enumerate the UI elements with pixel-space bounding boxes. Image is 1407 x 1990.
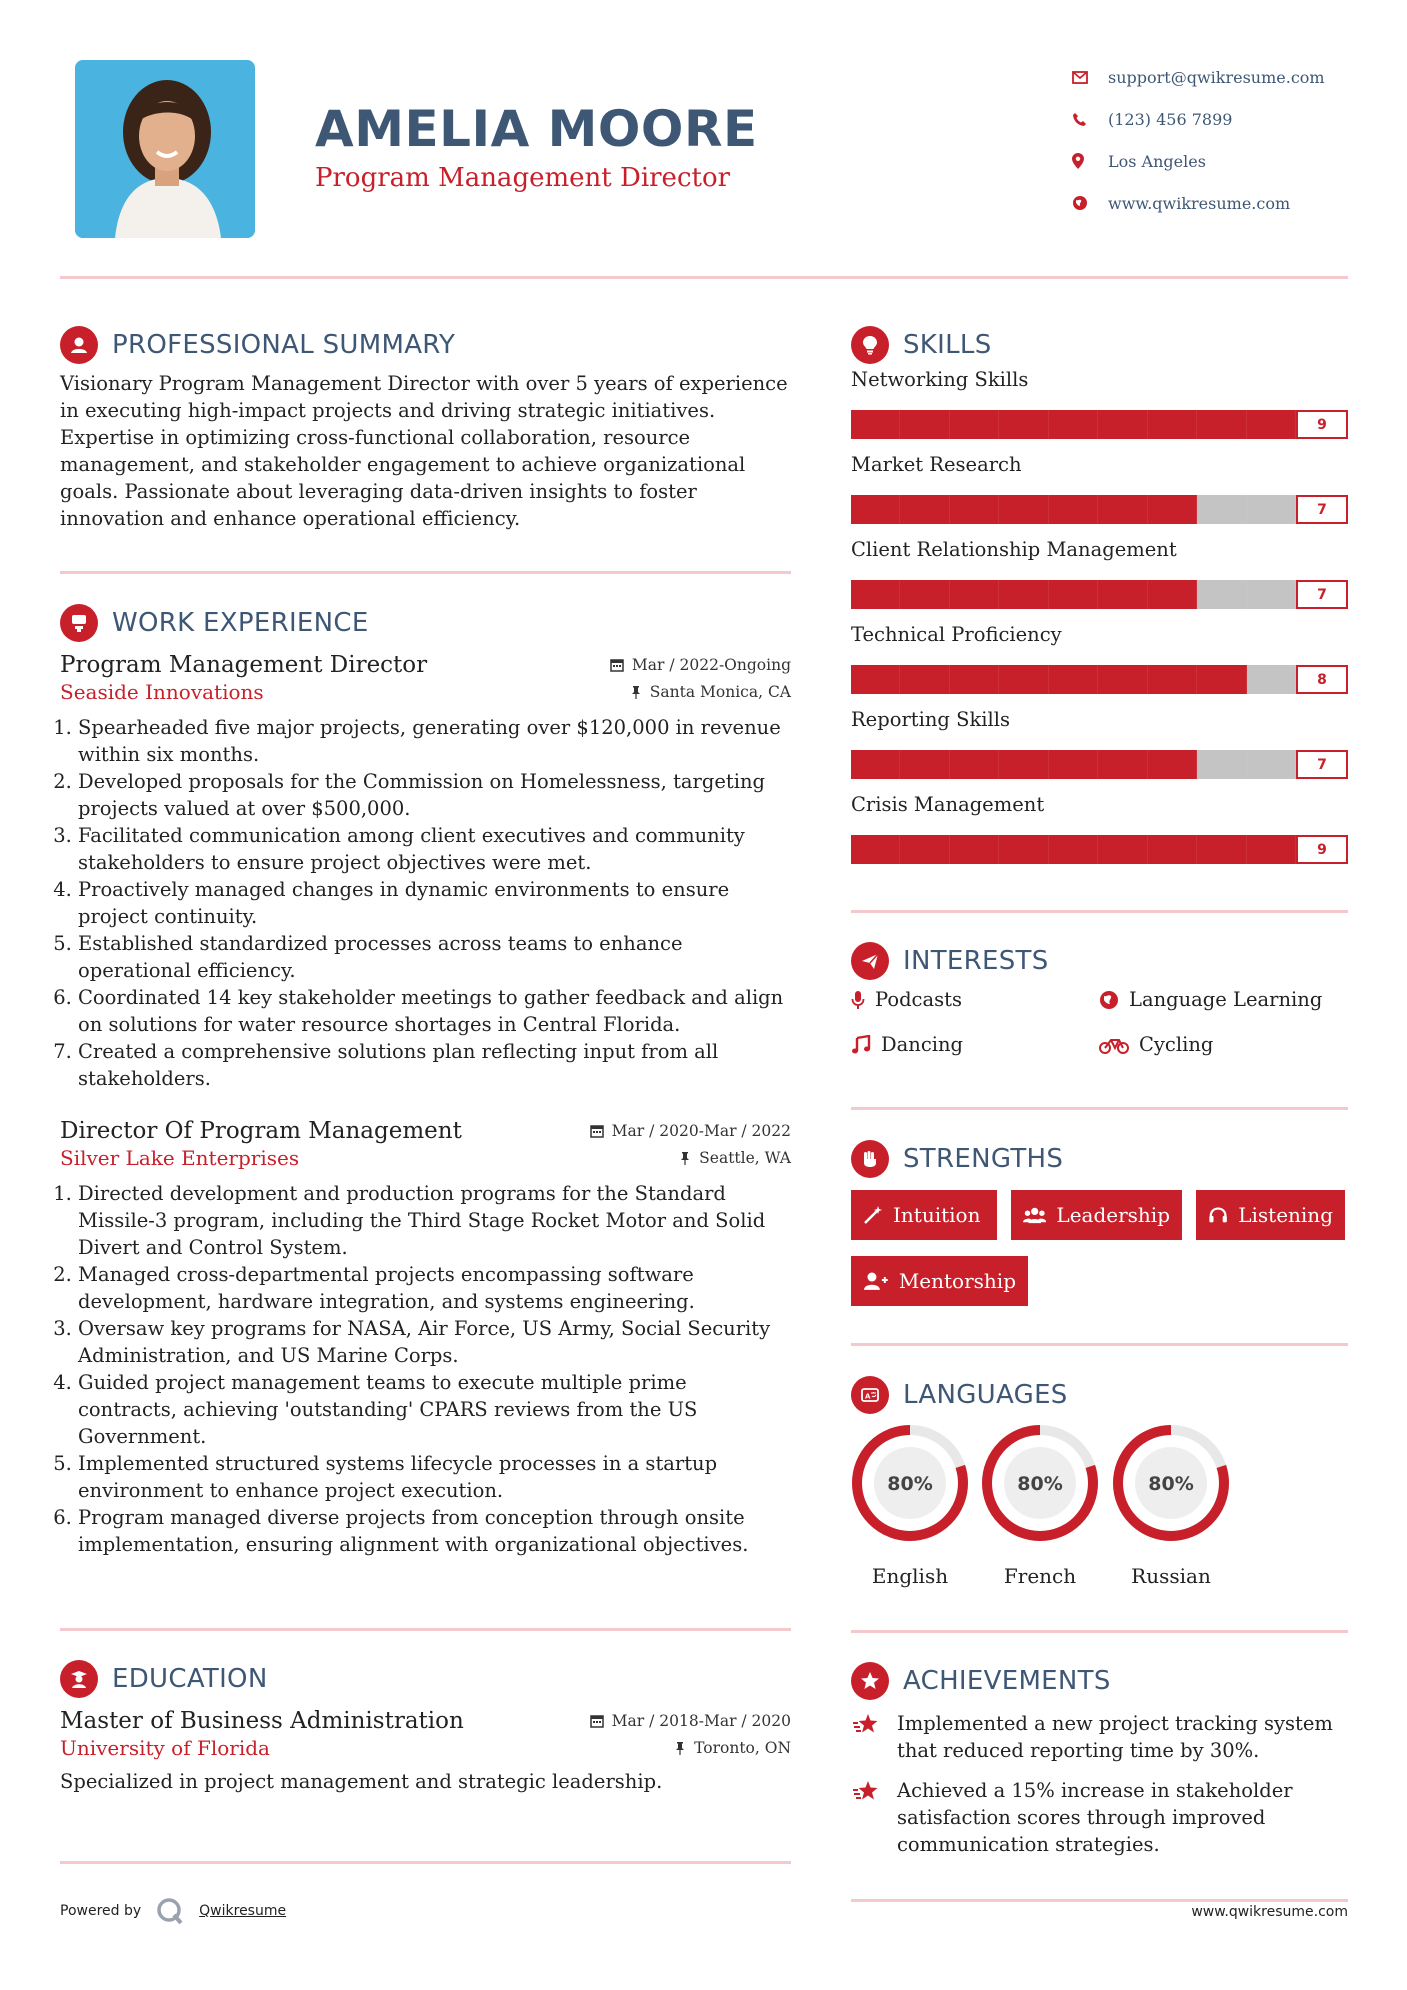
- education-location-text: Toronto, ON: [694, 1739, 791, 1757]
- strengths-title: STRENGTHS: [903, 1144, 1064, 1174]
- experience-divider: [60, 1628, 791, 1631]
- contact-email[interactable]: [1072, 56, 1372, 98]
- summary-section: [60, 326, 791, 532]
- skill-name: Client Relationship Management: [851, 538, 1177, 561]
- skill-bar-segment: [1247, 750, 1296, 779]
- contact-info: [1072, 56, 1372, 224]
- headphones-icon: [1208, 1205, 1228, 1225]
- users-icon: [1023, 1205, 1046, 1225]
- strength-label: Mentorship: [898, 1269, 1016, 1293]
- skill-bar-segment: [1197, 835, 1246, 864]
- skill-bar-segment: [851, 665, 900, 694]
- skill-bar-segment: [999, 750, 1048, 779]
- skill-name: Reporting Skills: [851, 708, 1010, 731]
- achievement-item: [851, 1710, 1348, 1764]
- skill-bar-segment: [1098, 665, 1147, 694]
- experience-heading: [60, 604, 791, 642]
- job-date-text: Mar / 2022-Ongoing: [631, 656, 791, 674]
- skill-bar-segment: [1197, 580, 1246, 609]
- skill-bar-segment: [1098, 495, 1147, 524]
- skill-bar-segment: [900, 580, 949, 609]
- language-ring: [849, 1422, 971, 1544]
- language-ring: [1110, 1422, 1232, 1544]
- email-text: support@qwikresume.com: [1108, 67, 1325, 87]
- bicycle-icon: [1099, 1035, 1129, 1055]
- interests-divider: [851, 1107, 1348, 1110]
- strength-tag: [1196, 1190, 1345, 1240]
- language-name: French: [1003, 1564, 1077, 1588]
- skill-bar-segment: [1148, 410, 1197, 439]
- skill-bar-segment: [1247, 410, 1296, 439]
- job-title: Director Of Program Management: [60, 1118, 462, 1144]
- profile-photo: [75, 60, 255, 238]
- skill-bar-segment: [900, 750, 949, 779]
- strengths-section: [851, 1140, 1348, 1310]
- skill-bar-segment: [1049, 835, 1098, 864]
- list-item: 2. Managed cross-departmental projects encompassing software development, hardware integration, and systems engineering.: [78, 1261, 791, 1315]
- skill-item: [851, 538, 1348, 609]
- skill-bar-segment: [1098, 580, 1147, 609]
- map-pin-icon: [1072, 153, 1108, 169]
- skill-bar-segment: [999, 835, 1048, 864]
- candidate-role: Program Management Director: [315, 163, 731, 193]
- skill-item: [851, 708, 1348, 779]
- languages-title: LANGUAGES: [903, 1380, 1068, 1410]
- job-bullets: [60, 1180, 791, 1558]
- calendar-icon: [590, 1124, 604, 1138]
- experience-section: [60, 604, 791, 1558]
- job-date-text: Mar / 2020-Mar / 2022: [611, 1122, 791, 1140]
- job-date: [610, 656, 791, 674]
- skill-bar-segment: [1148, 835, 1197, 864]
- skill-bar: [851, 835, 1348, 864]
- brand-link[interactable]: Qwikresume: [199, 1903, 287, 1919]
- skill-level: 8: [1296, 665, 1348, 694]
- music-note-icon: [851, 1035, 871, 1055]
- user-plus-icon: [863, 1271, 889, 1291]
- header-divider: [60, 276, 1348, 279]
- interests-heading: [851, 942, 1348, 980]
- strengths-divider: [851, 1343, 1348, 1346]
- skill-bar-segment: [1148, 580, 1197, 609]
- skills-list: [851, 368, 1348, 864]
- job-location: [679, 1149, 791, 1167]
- interest-label: Language Learning: [1129, 988, 1323, 1011]
- interest-label: Cycling: [1139, 1033, 1214, 1056]
- achievements-section: [851, 1662, 1348, 1862]
- language-percent: 80%: [887, 1473, 933, 1495]
- skill-bar-segment: [1247, 580, 1296, 609]
- skill-bar-segment: [1049, 750, 1098, 779]
- education-heading: [60, 1660, 791, 1698]
- skill-bar-segment: [1197, 665, 1246, 694]
- qwikresume-logo-icon: [155, 1896, 185, 1926]
- skill-level: 7: [1296, 495, 1348, 524]
- powered-by-text: Powered by: [60, 1903, 142, 1919]
- pushpin-icon: [679, 1151, 691, 1165]
- skill-bar-segment: [1049, 665, 1098, 694]
- achievements-divider: [851, 1899, 1348, 1902]
- skill-bar-segment: [1148, 750, 1197, 779]
- calendar-icon: [590, 1714, 604, 1728]
- skill-bar-segment: [950, 665, 999, 694]
- skill-bar-segment: [900, 495, 949, 524]
- interest-label: Dancing: [881, 1033, 964, 1056]
- skill-bar-segment: [999, 495, 1048, 524]
- skill-bar-segment: [950, 410, 999, 439]
- language-icon: [851, 1376, 889, 1414]
- skill-bar-segment: [851, 750, 900, 779]
- candidate-name: AMELIA MOORE: [315, 100, 758, 158]
- strength-tag: [1011, 1190, 1182, 1240]
- calendar-icon: [610, 658, 624, 672]
- skill-bar-segment: [851, 835, 900, 864]
- summary-text: Visionary Program Management Director with over 5 years of experience in executing high-impact projects and driving strategic initiatives. Expertise in optimizing cross-functional collaboration, resource management, and stakeholder engagement to achieve organizational goals. Passionate about leveraging data-driven insights to foster innovation and enhance operational efficiency.: [60, 372, 788, 530]
- svg-text:A: A: [865, 1392, 871, 1401]
- skill-level: 7: [1296, 750, 1348, 779]
- skill-name: Networking Skills: [851, 368, 1029, 391]
- magic-wand-icon: [863, 1205, 883, 1225]
- languages-divider: [851, 1630, 1348, 1633]
- skill-bar-segment: [950, 495, 999, 524]
- globe-icon: [1099, 990, 1119, 1010]
- job-title: Program Management Director: [60, 652, 428, 678]
- skill-bar-segment: [999, 410, 1048, 439]
- skill-bar-segment: [1197, 495, 1246, 524]
- list-item: 1. Directed development and production programs for the Standard Missile-3 program, including the Third Stage Rocket Motor and Solid Divert and Control System.: [78, 1180, 791, 1261]
- user-icon: [60, 326, 98, 364]
- pushpin-icon: [630, 685, 642, 699]
- skill-bar-segment: [1049, 410, 1098, 439]
- skill-bar-segment: [1098, 750, 1147, 779]
- interests-section: [851, 942, 1348, 1092]
- skill-bar-segment: [950, 580, 999, 609]
- skill-bar-segment: [1148, 495, 1197, 524]
- interest-label: Podcasts: [875, 988, 962, 1011]
- skill-bar: [851, 750, 1348, 779]
- skill-bar-segment: [851, 410, 900, 439]
- job-entry: [60, 1118, 791, 1558]
- strength-tag: [851, 1190, 997, 1240]
- phone-icon: [1072, 112, 1108, 127]
- school-name: University of Florida: [60, 1736, 270, 1760]
- summary-heading: [60, 326, 791, 364]
- language-item: [849, 1422, 971, 1588]
- list-item: 7. Created a comprehensive solutions plan reflecting input from all stakeholders.: [78, 1038, 791, 1092]
- job-entry: [60, 652, 791, 1092]
- location-text: Los Angeles: [1108, 151, 1206, 171]
- skill-bar-segment: [950, 835, 999, 864]
- skill-bar-segment: [851, 580, 900, 609]
- footer-powered-by: [60, 1896, 286, 1926]
- skill-level: 9: [1296, 410, 1348, 439]
- skill-name: Crisis Management: [851, 793, 1045, 816]
- skill-bar-segment: [999, 665, 1048, 694]
- skill-bar: [851, 665, 1348, 694]
- skill-level: 9: [1296, 835, 1348, 864]
- achievement-text: Achieved a 15% increase in stakeholder satisfaction scores through improved communication strategies.: [897, 1779, 1293, 1856]
- skills-divider: [851, 910, 1348, 913]
- skills-section: [851, 326, 1348, 878]
- experience-title: WORK EXPERIENCE: [112, 608, 369, 638]
- skill-bar-segment: [900, 410, 949, 439]
- skill-bar-segment: [1197, 750, 1246, 779]
- language-item: [979, 1422, 1101, 1588]
- contact-location: [1072, 140, 1372, 182]
- achievements-title: ACHIEVEMENTS: [903, 1666, 1111, 1696]
- language-name: English: [871, 1564, 949, 1588]
- job-date: [590, 1122, 791, 1140]
- education-description: Specialized in project management and strategic leadership.: [60, 1770, 663, 1793]
- skill-bar: [851, 580, 1348, 609]
- language-percent: 80%: [1017, 1473, 1063, 1495]
- skill-bar-segment: [1049, 580, 1098, 609]
- job-company: Seaside Innovations: [60, 680, 264, 704]
- skill-level: 7: [1296, 580, 1348, 609]
- star-icon: [851, 1779, 881, 1805]
- strength-label: Listening: [1238, 1203, 1333, 1227]
- list-item: 5. Implemented structured systems lifecycle processes in a startup environment to enhance project execution.: [78, 1450, 791, 1504]
- skill-bar-segment: [1098, 410, 1147, 439]
- skill-item: [851, 623, 1348, 694]
- fist-icon: [851, 1140, 889, 1178]
- interests-title: INTERESTS: [903, 946, 1049, 976]
- footer-website[interactable]: www.qwikresume.com: [1191, 1904, 1348, 1920]
- education-date-text: Mar / 2018-Mar / 2020: [611, 1712, 791, 1730]
- microphone-icon: [851, 990, 865, 1010]
- list-item: 2. Developed proposals for the Commission on Homelessness, targeting projects valued at over $500,000.: [78, 768, 791, 822]
- interest-item: [1099, 988, 1322, 1011]
- skill-bar-segment: [1247, 835, 1296, 864]
- skill-bar-segment: [1197, 410, 1246, 439]
- education-divider: [60, 1861, 791, 1864]
- job-location-text: Seattle, WA: [699, 1149, 791, 1167]
- summary-title: PROFESSIONAL SUMMARY: [112, 330, 456, 360]
- skill-bar-segment: [1148, 665, 1197, 694]
- globe-icon: [1072, 195, 1108, 211]
- skills-heading: [851, 326, 1348, 364]
- job-bullets: [60, 714, 791, 1092]
- star-badge-icon: [851, 1662, 889, 1700]
- list-item: 3. Facilitated communication among client executives and community stakeholders to ensure project objectives were met.: [78, 822, 791, 876]
- job-company: Silver Lake Enterprises: [60, 1146, 300, 1170]
- language-name: Russian: [1131, 1564, 1211, 1588]
- job-location: [630, 683, 791, 701]
- skill-bar-segment: [900, 835, 949, 864]
- strengths-heading: [851, 1140, 1348, 1178]
- achievement-item: [851, 1777, 1348, 1858]
- skill-bar-segment: [999, 580, 1048, 609]
- education-date: [590, 1712, 791, 1730]
- skill-bar-segment: [950, 750, 999, 779]
- lightbulb-icon: [851, 326, 889, 364]
- education-title: EDUCATION: [112, 1664, 268, 1694]
- envelope-icon: [1072, 71, 1108, 84]
- strength-label: Leadership: [1056, 1203, 1170, 1227]
- skill-bar-segment: [1247, 665, 1296, 694]
- skill-bar-segment: [900, 665, 949, 694]
- skill-bar-segment: [1098, 835, 1147, 864]
- phone-text: (123) 456 7899: [1108, 109, 1233, 129]
- skill-bar: [851, 495, 1348, 524]
- contact-phone[interactable]: [1072, 98, 1372, 140]
- skill-item: [851, 453, 1348, 524]
- language-item: [1110, 1422, 1232, 1588]
- skill-bar-segment: [1049, 495, 1098, 524]
- education-location: [674, 1739, 791, 1757]
- job-location-text: Santa Monica, CA: [649, 683, 791, 701]
- pushpin-icon: [674, 1741, 686, 1755]
- achievements-heading: [851, 1662, 1348, 1700]
- language-percent: 80%: [1148, 1473, 1194, 1495]
- interest-item: [851, 988, 962, 1011]
- strength-tag: [851, 1256, 1028, 1306]
- skill-bar-segment: [851, 495, 900, 524]
- skill-item: [851, 793, 1348, 864]
- language-ring: [979, 1422, 1101, 1544]
- skills-title: SKILLS: [903, 330, 992, 360]
- languages-section: [851, 1376, 1348, 1586]
- star-icon: [851, 1712, 881, 1738]
- website-text: www.qwikresume.com: [1108, 193, 1291, 213]
- degree-title: Master of Business Administration: [60, 1708, 464, 1734]
- list-item: 4. Proactively managed changes in dynamic environments to ensure project continuity.: [78, 876, 791, 930]
- skill-name: Market Research: [851, 453, 1022, 476]
- skill-bar: [851, 410, 1348, 439]
- languages-heading: [851, 1376, 1348, 1414]
- list-item: 6. Program managed diverse projects from conception through onsite implementation, ensuring alignment with organizational objectives.: [78, 1504, 791, 1558]
- interest-item: [1099, 1033, 1213, 1056]
- list-item: 4. Guided project management teams to execute multiple prime contracts, achieving 'outstanding' CPARS reviews from the US Government.: [78, 1369, 791, 1450]
- briefcase-icon: [60, 604, 98, 642]
- list-item: 5. Established standardized processes across teams to enhance operational efficiency.: [78, 930, 791, 984]
- contact-website[interactable]: [1072, 182, 1372, 224]
- list-item: 1. Spearheaded five major projects, generating over $120,000 in revenue within six months.: [78, 714, 791, 768]
- paper-plane-icon: [851, 942, 889, 980]
- skill-bar-segment: [1247, 495, 1296, 524]
- strength-label: Intuition: [893, 1203, 981, 1227]
- education-section: [60, 1660, 791, 1795]
- interest-item: [851, 1033, 963, 1056]
- achievement-text: Implemented a new project tracking system that reduced reporting time by 30%.: [897, 1712, 1333, 1762]
- skill-item: [851, 368, 1348, 439]
- list-item: 3. Oversaw key programs for NASA, Air Force, US Army, Social Security Administration, and US Marine Corps.: [78, 1315, 791, 1369]
- summary-divider: [60, 571, 791, 574]
- graduate-icon: [60, 1660, 98, 1698]
- skill-name: Technical Proficiency: [851, 623, 1062, 646]
- list-item: 6. Coordinated 14 key stakeholder meetings to gather feedback and align on solutions for water resource shortages in Central Florida.: [78, 984, 791, 1038]
